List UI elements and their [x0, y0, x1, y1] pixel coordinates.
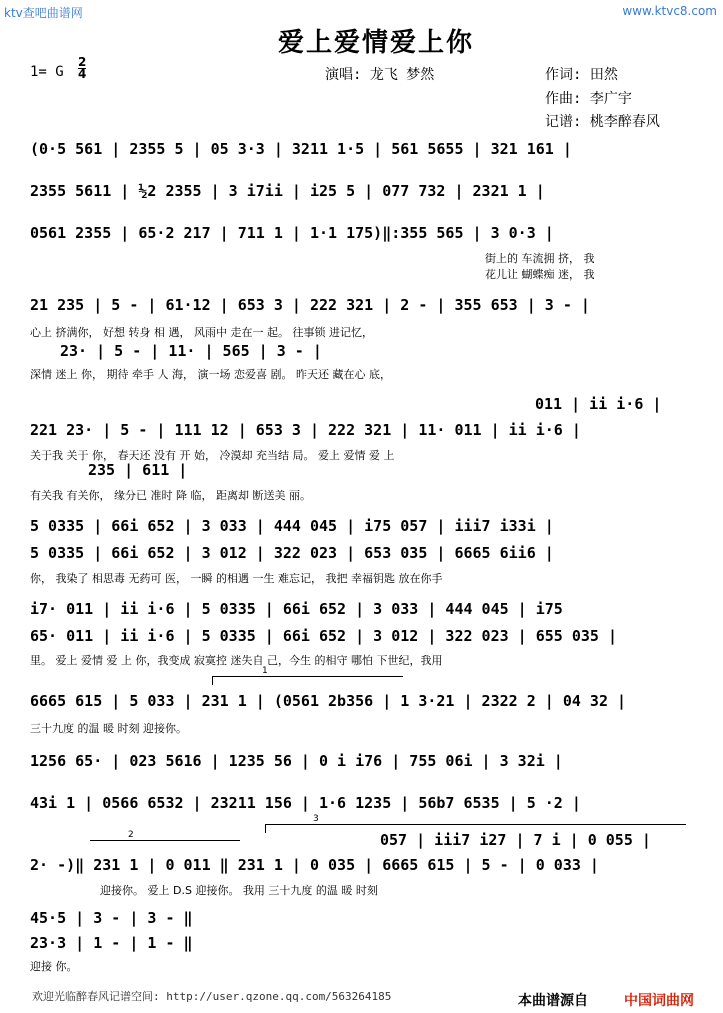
composer: 作曲: 李广宇	[545, 91, 632, 107]
lyric-line: 你， 我染了 相思毒 无药可 医， 一瞬 的相遇 一生 难忘记， 我把 幸福钥匙 放在你手	[30, 572, 443, 585]
singers: 演唱: 龙飞 梦然	[325, 67, 435, 83]
key-signature: 1= G	[30, 64, 64, 80]
score-line: 65· 011 | ii i·6 | 5 0335 | 66i 652 | 3 012 | 322 023 | 655 035 |	[30, 627, 617, 645]
volta-bracket-1	[212, 676, 403, 685]
score-line: 5 0335 | 66i 652 | 3 033 | 444 045 | i75 057 | iii7 i33i |	[30, 517, 554, 535]
lyric-line: 里。 爱上 爱情 爱 上 你，我变成 寂寞控 迷失自 己，今生 的相守 哪怕 下世纪，我用	[30, 654, 443, 667]
site-watermark-right[interactable]: www.ktvc8.com	[622, 4, 717, 18]
score-line: 23· | 5 - | 11· | 565 | 3 - |	[60, 342, 322, 360]
lyric-line: 花儿让 蝴蝶痴 迷， 我	[485, 268, 595, 281]
score-line: 0561 2355 | 65·2 217 | 711 1 | 1·1 175)‖:355 565 | 3 0·3 |	[30, 224, 554, 242]
footer-brand[interactable]: 中国词曲网	[624, 993, 694, 1009]
score-line: 23·3 | 1 - | 1 - ‖	[30, 934, 193, 952]
lyric-line: 迎接你。 爱上 D.S 迎接你。 我用 三十九度 的温 暖 时刻	[100, 884, 378, 897]
footer-welcome: 欢迎光临醉春风记谱空间: http://user.qzone.qq.com/563264185	[32, 990, 392, 1003]
lyric-line: 有关我 有关你， 缘分已 准时 降 临， 距离却 断送美 丽。	[30, 489, 311, 502]
lyric-line: 关于我 关于 你， 春天还 没有 开 始， 冷漠却 充当结 局。 爱上 爱情 爱 上	[30, 449, 395, 462]
lyric-line: 三十九度 的温 暖 时刻 迎接你。	[30, 722, 187, 735]
score-line: 6665 615 | 5 033 | 231 1 | (0561 2b356 | 1 3·21 | 2322 2 | 04 32 |	[30, 692, 627, 710]
score-line: 1256 65· | 023 5616 | 1235 56 | 0 i i76 | 755 06i | 3 32i |	[30, 752, 563, 770]
lyric-line: 深情 迷上 你， 期待 牵手 人 海， 演一场 恋爱喜 剧。 昨天还 藏在心 底，	[30, 368, 391, 381]
lyric-line: 心上 挤满你， 好想 转身 相 遇， 风雨中 走在一 起。 往事锁 进记忆，	[30, 326, 373, 339]
time-signature: 2 4	[78, 55, 87, 81]
score-line: i7· 011 | ii i·6 | 5 0335 | 66i 652 | 3 033 | 444 045 | i75	[30, 600, 563, 618]
score-line: 221 23· | 5 - | 111 12 | 653 3 | 222 321 | 11· 011 | ii i·6 |	[30, 421, 581, 439]
footer-source-label: 本曲谱源自	[518, 993, 588, 1009]
score-line: 21 235 | 5 - | 61·12 | 653 3 | 222 321 | 2 - | 355 653 | 3 - |	[30, 296, 590, 314]
lyric-line: 街上的 车流拥 挤， 我	[485, 252, 595, 265]
volta-number: 1	[262, 666, 268, 676]
score-line: 2355 5611 | ½2 2355 | 3 i7ii | i25 5 | 077 732 | 2321 1 |	[30, 182, 545, 200]
score-line: 011 | ii i·6 |	[535, 395, 662, 413]
score-line: 2· -)‖ 231 1 | 0 011 ‖ 231 1 | 0 035 | 6665 615 | 5 - | 0 033 |	[30, 856, 599, 874]
score-line: (0·5 561 | 2355 5 | 05 3·3 | 3211 1·5 | 561 5655 | 321 161 |	[30, 140, 572, 158]
lyric-line: 迎接 你。	[30, 960, 78, 973]
volta-bracket-2	[90, 840, 240, 849]
song-title: 爱上爱情爱上你	[278, 28, 475, 58]
score-line: 057 | iii7 i27 | 7 i | 0 055 |	[380, 831, 651, 849]
lyricist: 作词: 田然	[545, 67, 618, 83]
score-line: 5 0335 | 66i 652 | 3 012 | 322 023 | 653 035 | 6665 6ii6 |	[30, 544, 554, 562]
score-line: 43i 1 | 0566 6532 | 23211 156 | 1·6 1235 | 56b7 6535 | 5 ·2 |	[30, 794, 581, 812]
site-watermark-left[interactable]: ktv查吧曲谱网	[4, 6, 83, 20]
transcriber: 记谱: 桃李醉春风	[545, 114, 660, 130]
volta-number: 3	[313, 814, 319, 824]
score-line: 45·5 | 3 - | 3 - ‖	[30, 909, 193, 927]
score-line: 235 | 611 |	[88, 461, 188, 479]
volta-number: 2	[128, 830, 134, 840]
